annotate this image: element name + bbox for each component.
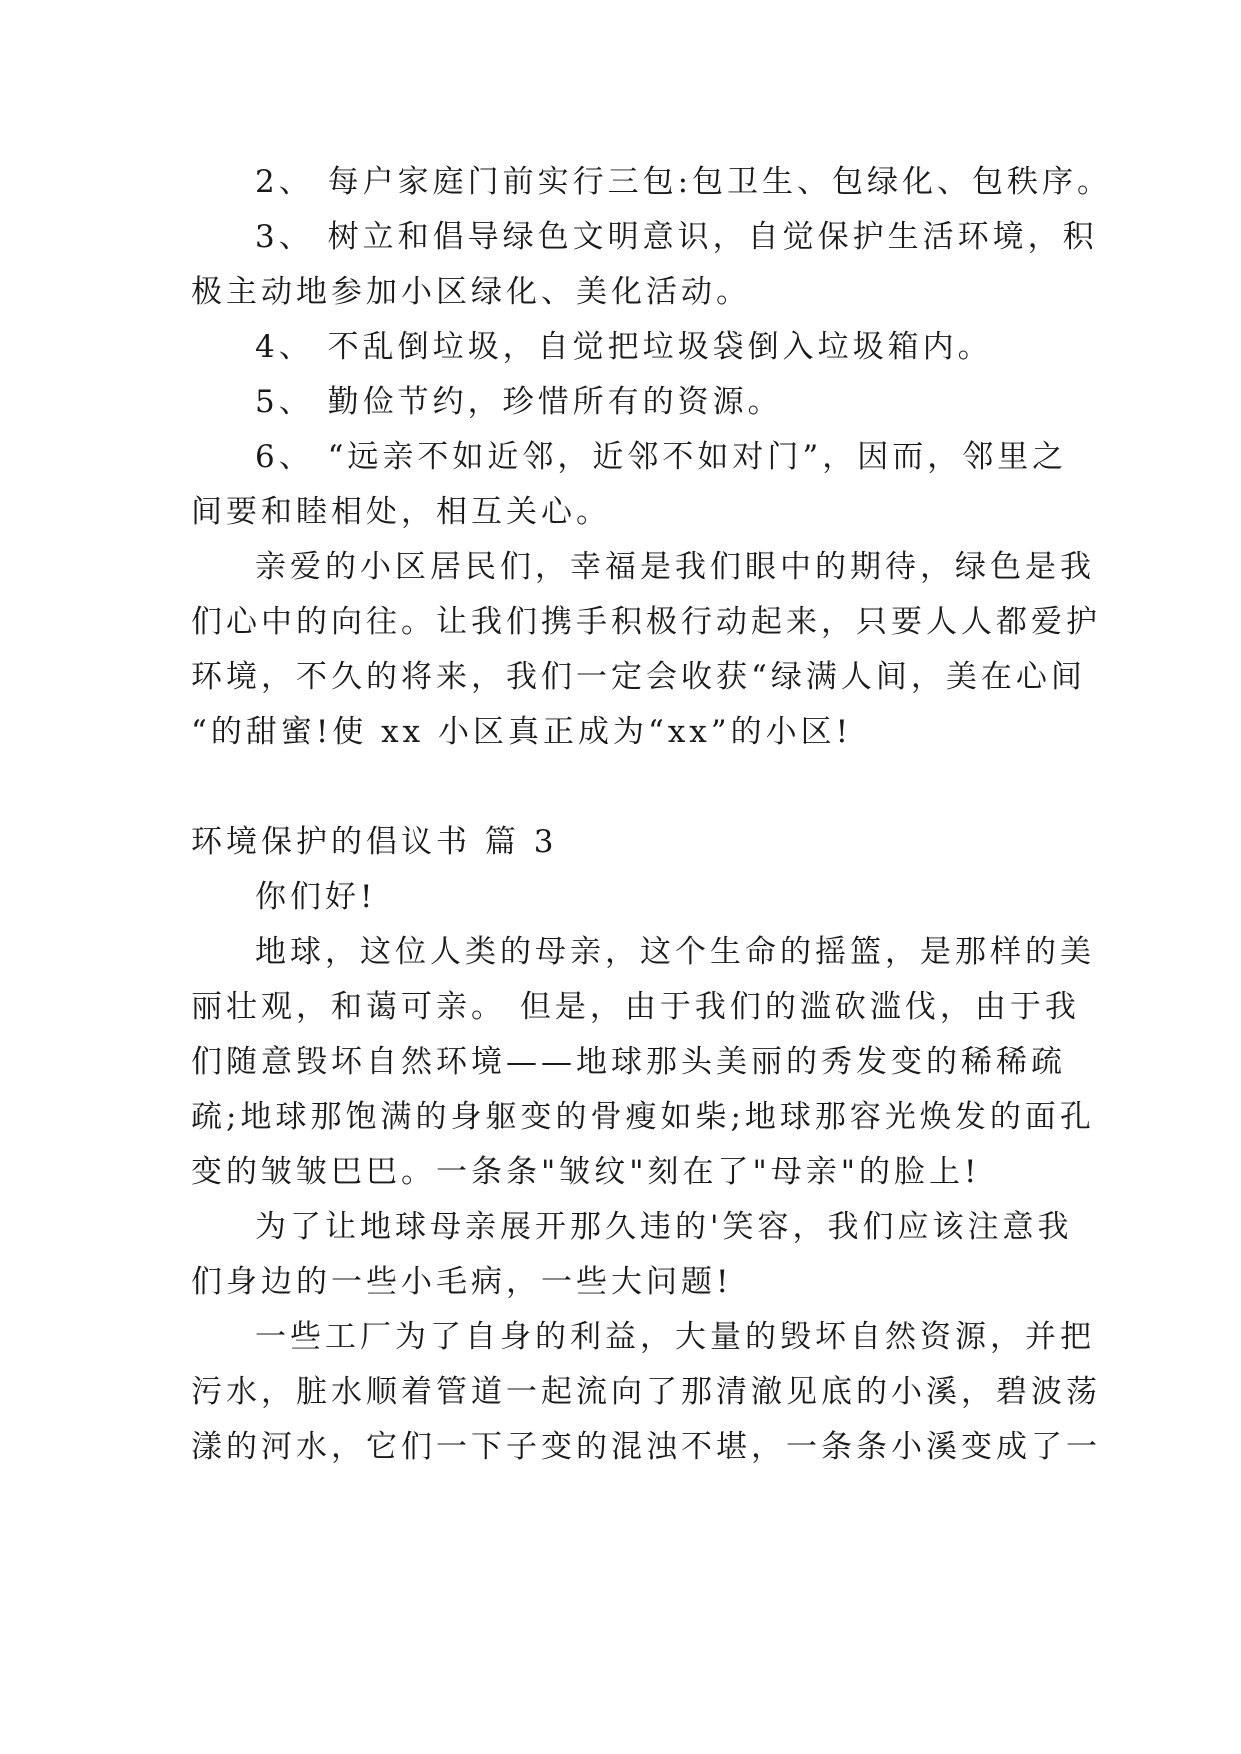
paragraph-1-line-2: 丽壮观，和蔼可亲。 但是，由于我们的滥砍滥伐，由于我	[191, 989, 1080, 1025]
list-item-4: 4、 不乱倒垃圾，自觉把垃圾袋倒入垃圾箱内。	[255, 329, 993, 365]
closing-paragraph-line-1: 亲爱的小区居民们，幸福是我们眼中的期待，绿色是我	[255, 549, 1095, 585]
paragraph-3-line-1: 一些工厂为了自身的利益，大量的毁坏自然资源，并把	[255, 1319, 1095, 1355]
section-heading: 环境保护的倡议书 篇 3	[191, 824, 558, 860]
paragraph-1-line-3: 们随意毁坏自然环境——地球那头美丽的秀发变的稀稀疏	[191, 1044, 1066, 1080]
greeting: 你们好!	[255, 879, 377, 915]
section-gap	[191, 760, 1053, 815]
paragraph-3-line-2: 污水，脏水顺着管道一起流向了那清澈见底的小溪，碧波荡	[191, 1374, 1101, 1410]
closing-paragraph-line-3: 环境，不久的将来，我们一定会收获“绿满人间，美在心间	[191, 659, 1086, 695]
list-item-5: 5、 勤俭节约，珍惜所有的资源。	[255, 384, 783, 420]
paragraph-2-line-2: 们身边的一些小毛病，一些大问题!	[191, 1264, 733, 1300]
list-item-6-line-1: 6、 “远亲不如近邻，近邻不如对门”，因而，邻里之	[255, 439, 1068, 475]
list-item-3-line-2: 极主动地参加小区绿化、美化活动。	[191, 274, 751, 310]
list-item-3-line-1: 3、 树立和倡导绿色文明意识，自觉保护生活环境，积	[255, 219, 1098, 255]
list-item-6-line-2: 间要和睦相处，相互关心。	[191, 494, 611, 530]
paragraph-2-line-1: 为了让地球母亲展开那久违的'笑容，我们应该注意我	[255, 1209, 1073, 1245]
paragraph-1-line-5: 变的皱皱巴巴。一条条"皱纹"刻在了"母亲"的脸上!	[191, 1154, 981, 1190]
closing-paragraph-line-4: “的甜蜜!使 xx 小区真正成为“xx”的小区!	[191, 714, 853, 750]
document-body	[191, 155, 1113, 1475]
paragraph-3-line-3: 漾的河水，它们一下子变的混浊不堪，一条条小溪变成了一	[191, 1429, 1101, 1465]
paragraph-1-line-1: 地球，这位人类的母亲，这个生命的摇篮，是那样的美	[255, 934, 1095, 970]
closing-paragraph-line-2: 们心中的向往。让我们携手积极行动起来，只要人人都爱护	[191, 604, 1101, 640]
paragraph-1-line-4: 疏;地球那饱满的身躯变的骨瘦如柴;地球那容光焕发的面孔	[191, 1099, 1095, 1135]
list-item-2: 2、 每户家庭门前实行三包:包卫生、包绿化、包秩序。	[255, 164, 1113, 200]
